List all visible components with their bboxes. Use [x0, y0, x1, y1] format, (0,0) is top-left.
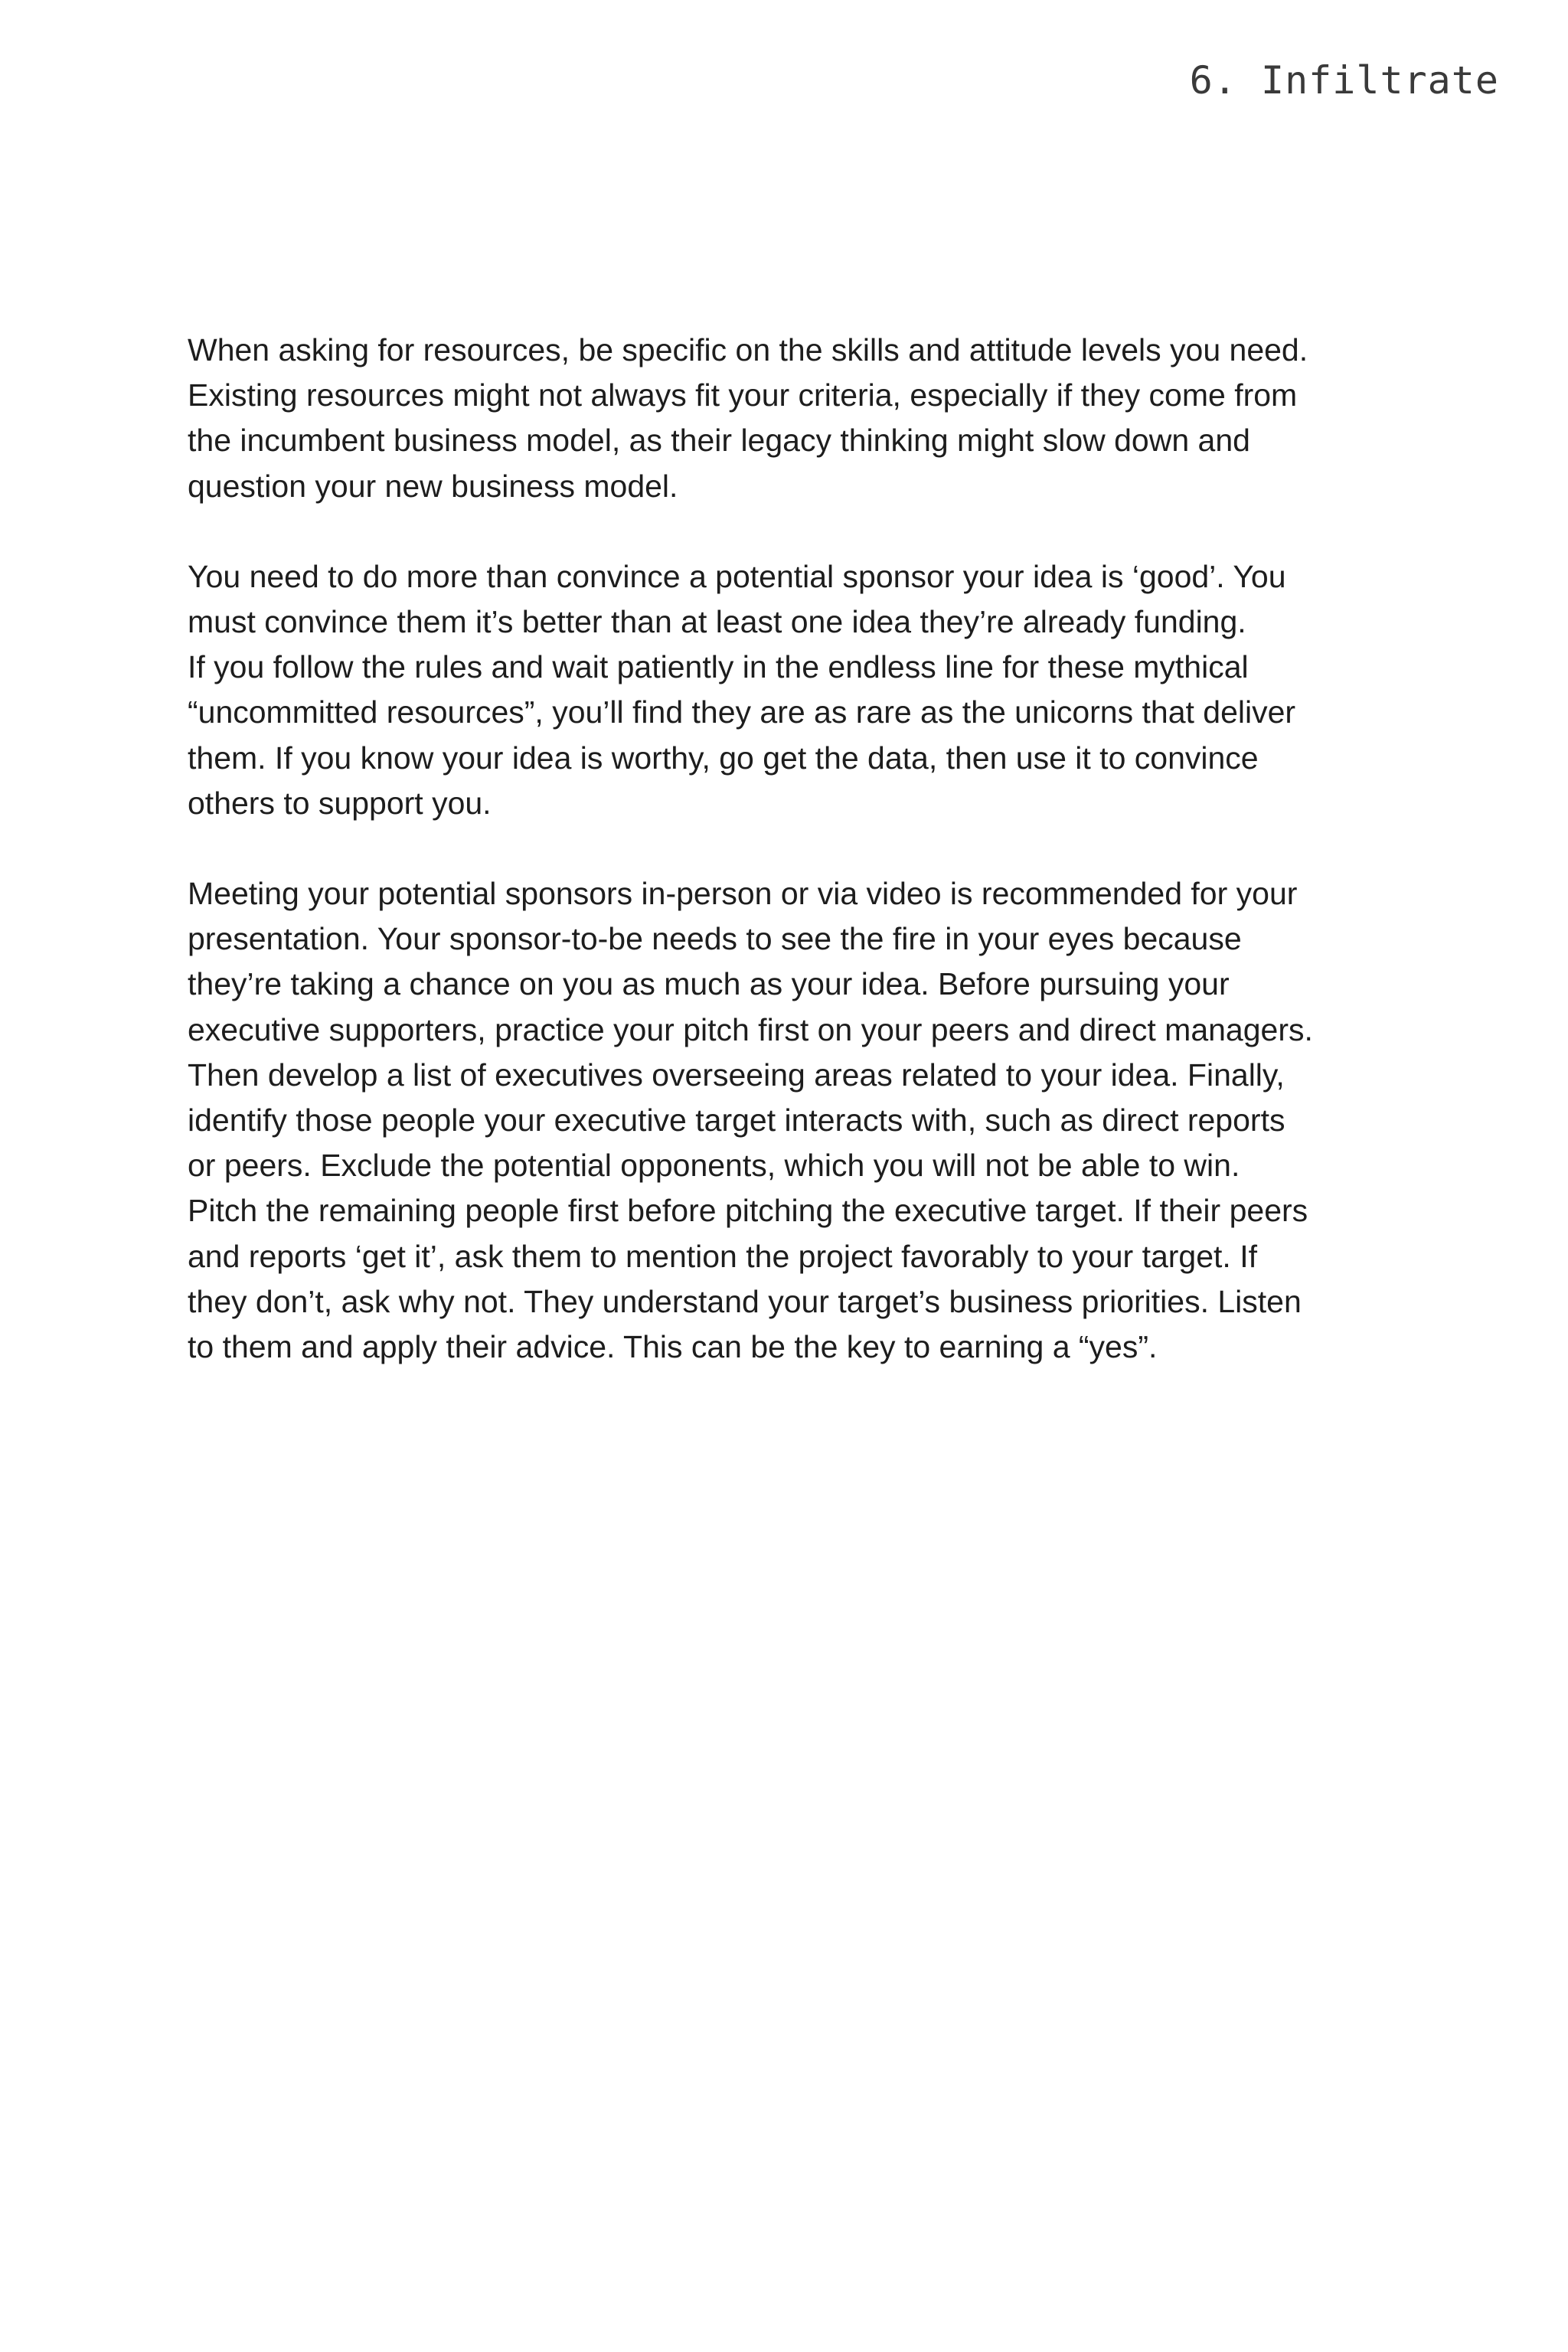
body-text [188, 328, 1390, 1370]
paragraph-convince-sponsor: You need to do more than convince a potential sponsor your idea is ‘good’. You must convince them it’s better than at least one idea they’re already funding. If you follow the rules and wait patiently in the endless line for these mythical “uncommitted resources”, you’ll find they are as rare as the unicorns that deliver them. If you know your idea is worthy, go get the data, then use it to convince others to support you. [188, 558, 1296, 821]
chapter-header: 6. Infiltrate [1189, 58, 1499, 103]
paragraph-resources: When asking for resources, be specific on the skills and attitude levels you need. Existing resources might not always fit your criteria, especially if they come from the incumbent business model, as their legacy thinking might slow down and question your new business model. [188, 332, 1308, 504]
paragraph-meeting-sponsors: Meeting your potential sponsors in-person or via video is recommended for your presentation. Your sponsor-to-be needs to see the fire in your eyes because they’re taking a chance on you as much as your idea. Before pursuing your executive supporters, practice your pitch first on your peers and direct managers. Then develop a list of executives overseeing areas related to your idea. Finally, identify those people your executive target interacts with, such as direct reports or peers. Exclude the potential opponents, which you will not be able to win. Pitch the remaining people first before pitching the executive target. If their peers and reports ‘get it’, ask them to mention the project favorably to your target. If they don’t, ask why not. They understand your target’s business priorities. Listen to them and apply their advice. This can be the key to earning a “yes”. [188, 876, 1313, 1365]
